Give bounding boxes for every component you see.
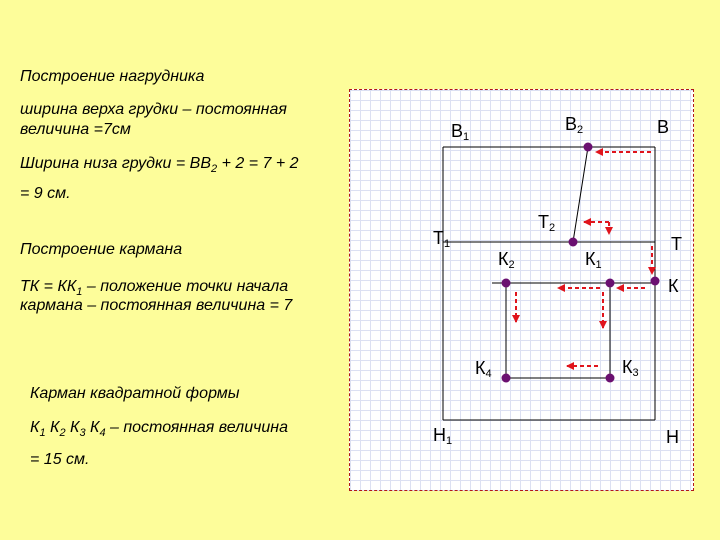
text-k-2: К <box>45 419 60 436</box>
point-k2 <box>502 279 511 288</box>
text-k-2-sub: 2 <box>59 427 66 440</box>
label-h1: Н1 <box>433 425 453 447</box>
text-tk-sub: 1 <box>76 286 83 299</box>
line-b2-t2 <box>573 147 588 242</box>
label-k2: К2 <box>498 249 515 271</box>
label-b1: В1 <box>451 121 470 143</box>
text-tk-post: – положение точки начала <box>82 278 289 295</box>
text-tk-line2: кармана – постоянная величина = 7 <box>20 297 293 314</box>
point-t2 <box>569 238 578 247</box>
text-k-post: – постоянная величина <box>105 419 288 436</box>
point-k4 <box>502 374 511 383</box>
text-k-1-sub: 1 <box>39 427 46 440</box>
text-k-3-sub: 3 <box>79 427 86 440</box>
label-b2: В2 <box>565 114 584 136</box>
text-width-top-line2: величина =7см <box>20 121 131 138</box>
point-k <box>651 277 660 286</box>
text-k-1: К <box>30 419 40 436</box>
text-width-bottom-post: + 2 = 7 + 2 <box>217 155 299 172</box>
label-k: К <box>668 276 679 296</box>
text-k-4-sub: 4 <box>99 427 106 440</box>
label-h: Н <box>666 427 679 447</box>
label-t: Т <box>671 234 682 254</box>
title-bib-construction: Построение нагрудника <box>20 68 205 85</box>
title-pocket-construction: Построение кармана <box>20 241 183 258</box>
text-k-points-line2: = 15 см. <box>30 451 90 468</box>
label-k1: К1 <box>585 249 602 271</box>
point-k3 <box>606 374 615 383</box>
point-k1 <box>606 279 615 288</box>
text-k-4: К <box>85 419 100 436</box>
text-k-3: К <box>65 419 80 436</box>
label-t1: Т1 <box>433 228 451 250</box>
label-b: В <box>657 117 670 137</box>
label-t2: Т2 <box>538 212 556 234</box>
text-width-bottom-line2: = 9 см. <box>20 185 71 202</box>
text-tk-pre: ТК = КК <box>20 278 77 295</box>
text-width-bottom-pre: Ширина низа грудки = ВВ <box>20 155 212 172</box>
point-b2 <box>584 143 593 152</box>
text-width-top-line1: ширина верха грудки – постоянная <box>20 101 287 118</box>
label-k4: К4 <box>475 358 492 380</box>
text-width-bottom-sub: 2 <box>211 163 218 176</box>
label-k3: К3 <box>622 357 639 379</box>
title-square-pocket: Карман квадратной формы <box>30 385 240 402</box>
